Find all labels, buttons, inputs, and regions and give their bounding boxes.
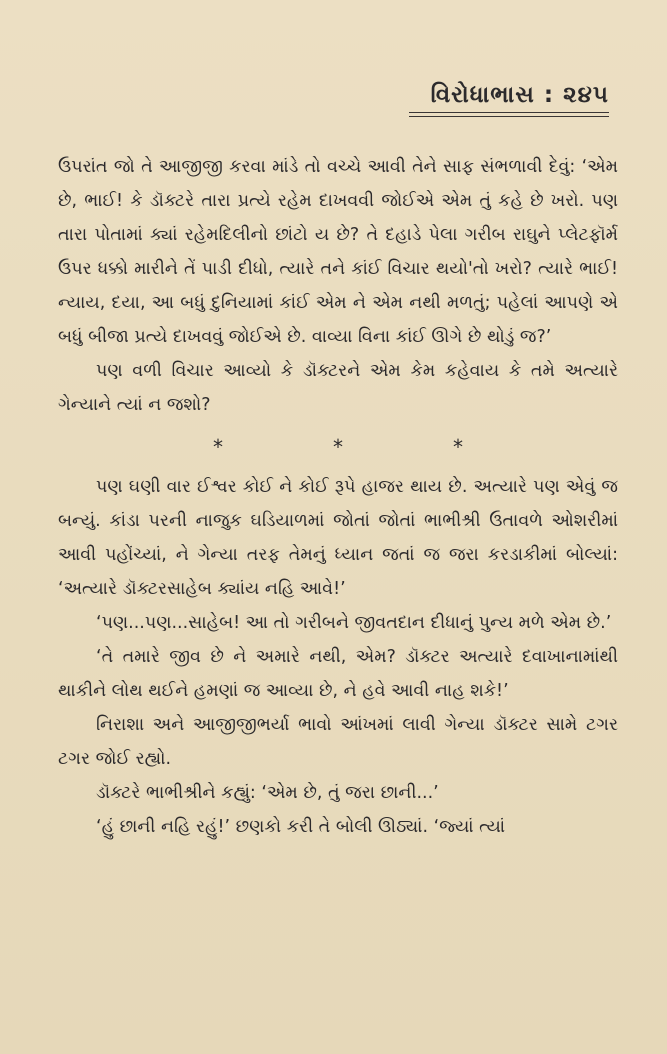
header-underline: [409, 112, 609, 117]
paragraph-5: ‘તે તમારે જીવ છે ને અમારે નથી, એમ? ડૉક્ટર અત્યારે દવાખાનામાંથી થાકીને લોથ થઈને હમણાં જ આવ્યા છે, ને હવે આવી નાહ શકે!’: [58, 647, 618, 701]
paragraph-7: ડૉક્ટરે ભાભીશ્રીને કહ્યું: ‘એમ છે, તું જરા છાની...’: [96, 783, 439, 803]
separator-star: *: [213, 435, 223, 459]
section-separator: [58, 432, 618, 462]
page-header: [409, 82, 609, 117]
separator-star: *: [333, 435, 343, 459]
paragraph-8: ‘હું છાની નહિ રહું!’ છણકો કરી તે બોલી ઊઠ્યાં. ‘જ્યાં ત્યાં: [96, 817, 506, 837]
body-text: [58, 150, 618, 844]
paragraph-2: પણ વળી વિચાર આવ્યો કે ડૉક્ટરને એમ કેમ કહેવાય કે તમે અત્યારે ગેન્યાને ત્યાં ન જશો?: [58, 361, 618, 415]
paragraph-4: ‘પણ...પણ...સાહેબ! આ તો ગરીબને જીવતદાન દીધાનું પુન્ય મળે એમ છે.’: [96, 613, 612, 633]
paragraph-6: નિરાશા અને આજીજીભર્યા ભાવો આંખમાં લાવી ગેન્યા ડૉક્ટર સામે ટગર ટગર જોઈ રહ્યો.: [58, 715, 618, 769]
paragraph-3: પણ ઘણી વાર ઈશ્વર કોઈ ને કોઈ રૂપે હાજર થાય છે. અત્યારે પણ એવું જ બન્યું. કાંડા પરની નાજુક ઘડિયાળમાં જોતાં જોતાં ભાભીશ્રી ઉતાવળે ઓશરીમાં આવી પહોંચ્યાં, ને ગેન્યા તરફ તેમનું ધ્યાન જતાં જ જરા કરડાકીમાં બોલ્યાં: ‘અત્યારે ડૉક્ટરસાહેબ ક્યાંય નહિ આવે!’: [58, 477, 618, 599]
running-head: વિરોધાભાસ : ૨૪૫: [430, 82, 609, 108]
separator-star: *: [453, 435, 463, 459]
paragraph-1: ઉપરાંત જો તે આજીજી કરવા માંડે તો વચ્ચે આવી તેને સાફ સંભળાવી દેવું: ‘એમ છે, ભાઈ! કે ડૉક્ટરે તારા પ્રત્યે રહેમ દાખવવી જોઈએ એમ તું કહે છે ખરો. પણ તારા પોતામાં ક્યાં રહેમદિલીનો છાંટો ય છે? તે દહાડે પેલા ગરીબ રાઘુને પ્લેટફૉર્મ ઉપર ધક્કો મારીને તેં પાડી દીધો, ત્યારે તને કાંઈ વિચાર થયો'તો ખરો? ત્યારે ભાઈ! ન્યાય, દયા, આ બધું દુનિયામાં કાંઈ એમ ને એમ નથી મળતું; પહેલાં આપણે એ બધું બીજા પ્રત્યે દાખવવું જોઈએ છે. વાવ્યા વિના કાંઈ ઊગે છે થોડું જ?’: [58, 157, 618, 347]
